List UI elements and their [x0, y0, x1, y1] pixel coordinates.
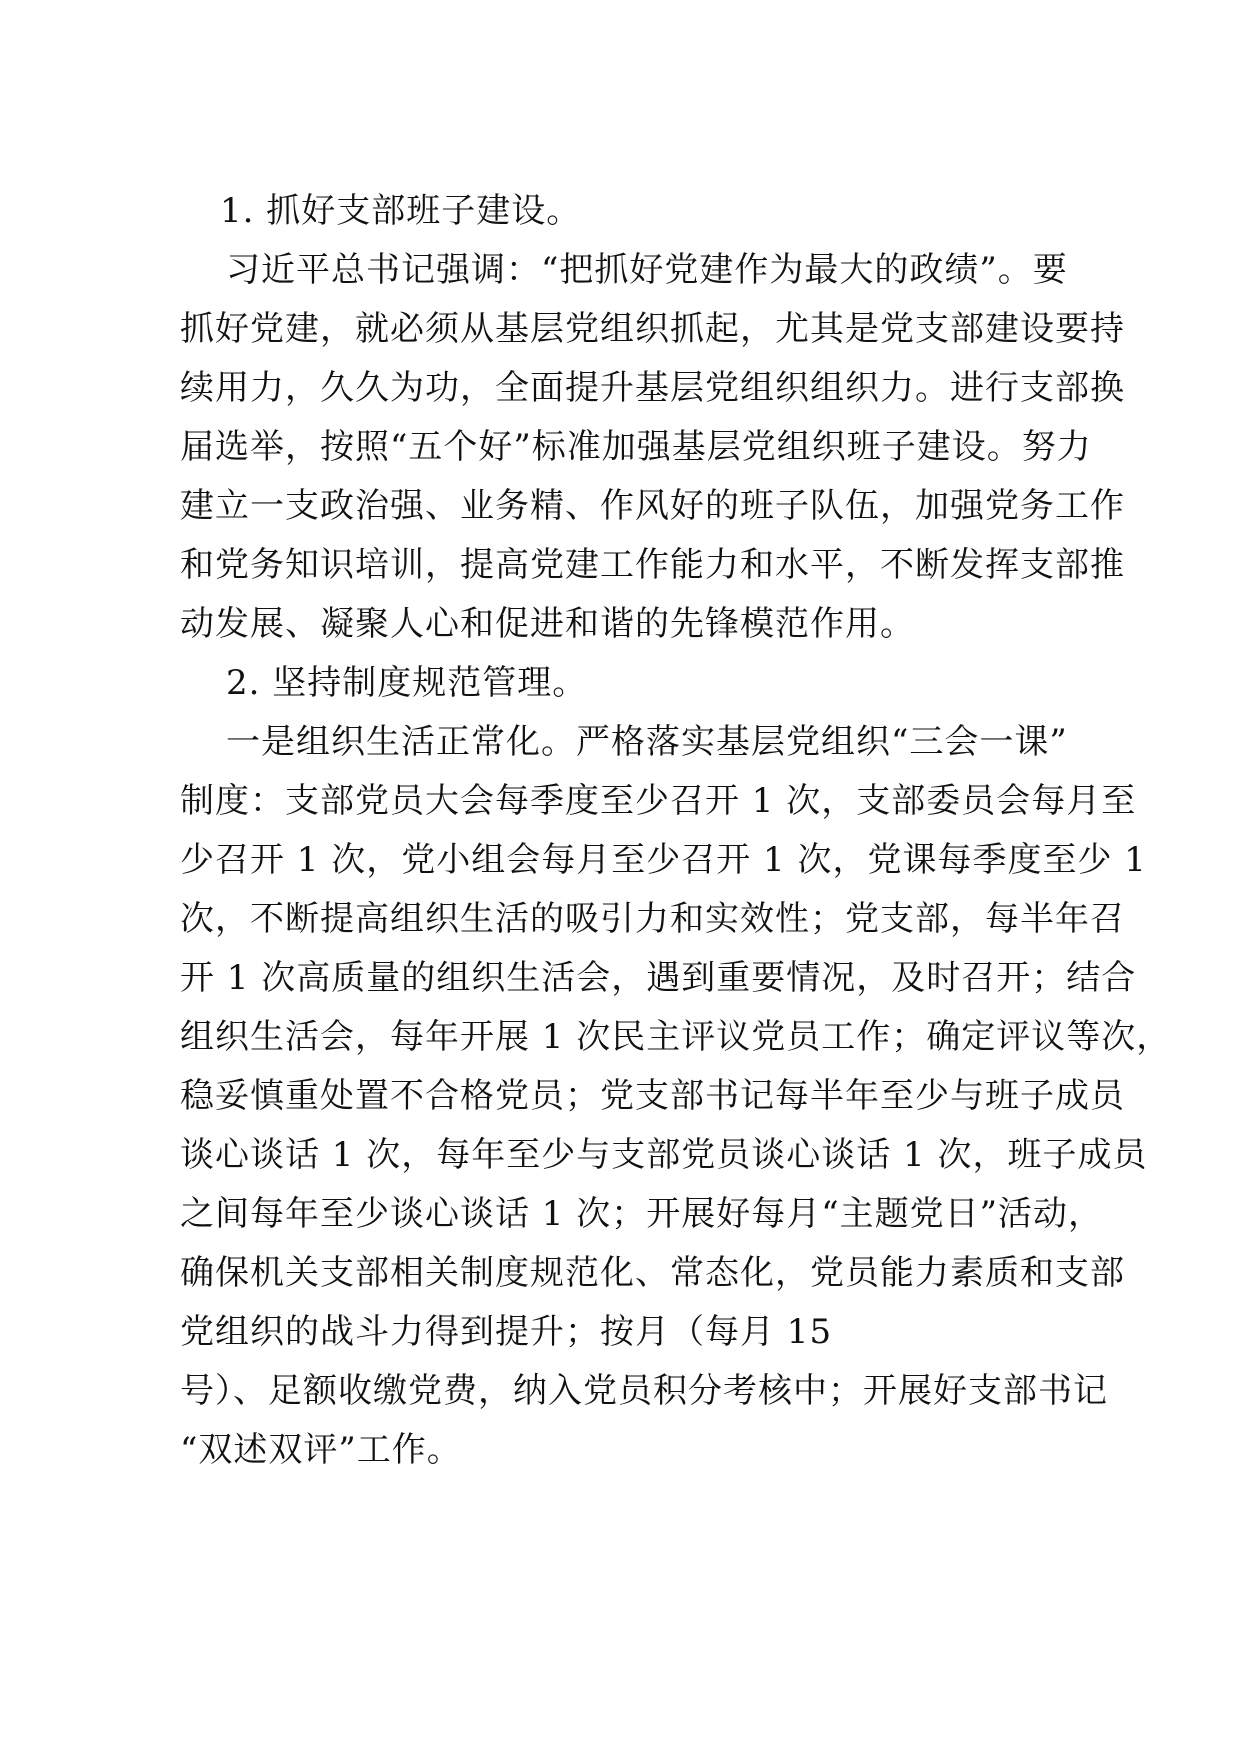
paragraph-line: 确保机关支部相关制度规范化、常态化，党员能力素质和支部	[180, 1253, 1125, 1293]
paragraph-line: 谈心谈话 1 次，每年至少与支部党员谈心谈话 1 次，班子成员	[180, 1135, 1148, 1175]
paragraph-line: 建立一支政治强、业务精、作风好的班子队伍，加强党务工作	[180, 486, 1125, 526]
paragraph-line: 稳妥慎重处置不合格党员；党支部书记每半年至少与班子成员	[180, 1076, 1125, 1116]
paragraph-line: 号）、足额收缴党费，纳入党员积分考核中；开展好支部书记	[180, 1371, 1108, 1411]
paragraph-line: 和党务知识培训，提高党建工作能力和水平，不断发挥支部推	[180, 545, 1125, 585]
paragraph-line: “双述双评”工作。	[180, 1430, 462, 1470]
paragraph-line: 一是组织生活正常化。严格落实基层党组织“三会一课”	[226, 722, 1068, 762]
paragraph-line: 届选举，按照“五个好”标准加强基层党组织班子建设。努力	[180, 427, 1092, 467]
paragraph-line: 动发展、凝聚人心和促进和谐的先锋模范作用。	[180, 604, 915, 644]
paragraph-line: 少召开 1 次，党小组会每月至少召开 1 次，党课每季度至少 1	[180, 840, 1147, 880]
paragraph-line: 制度：支部党员大会每季度至少召开 1 次，支部委员会每月至	[180, 781, 1137, 821]
paragraph-line: 续用力，久久为功，全面提升基层党组织组织力。进行支部换	[180, 368, 1125, 408]
paragraph-line: 开 1 次高质量的组织生活会，遇到重要情况，及时召开；结合	[180, 958, 1137, 998]
paragraph-line: 党组织的战斗力得到提升；按月（每月 15	[180, 1312, 833, 1352]
paragraph-line: 之间每年至少谈心谈话 1 次；开展好每月“主题党日”活动，	[180, 1194, 1104, 1234]
paragraph-line: 组织生活会，每年开展 1 次民主评议党员工作；确定评议等次，	[180, 1017, 1172, 1057]
paragraph-line: 习近平总书记强调：“把抓好党建作为最大的政绩”。要	[226, 250, 1068, 290]
paragraph-line: 抓好党建，就必须从基层党组织抓起，尤其是党支部建设要持	[180, 309, 1125, 349]
section-heading: 1. 抓好支部班子建设。	[220, 191, 582, 231]
document-page	[180, 182, 1172, 1480]
section-heading: 2. 坚持制度规范管理。	[226, 663, 588, 703]
paragraph-line: 次，不断提高组织生活的吸引力和实效性；党支部，每半年召	[180, 899, 1125, 939]
